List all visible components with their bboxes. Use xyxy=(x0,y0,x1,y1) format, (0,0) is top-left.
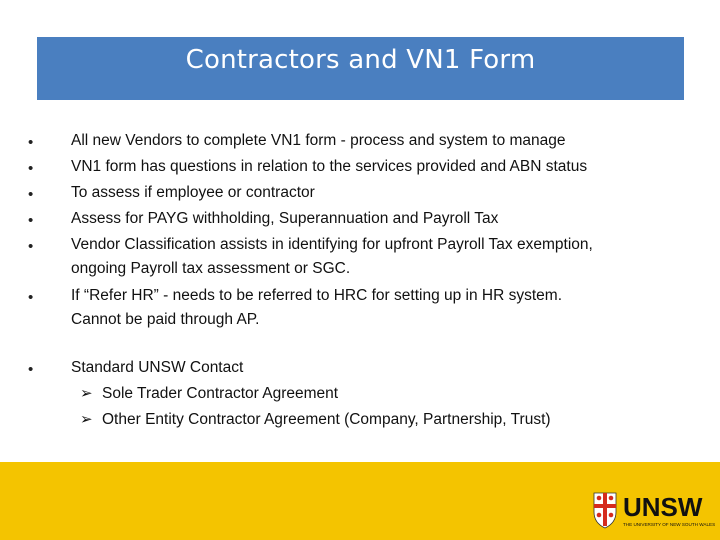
bullet-text: To assess if employee or contractor xyxy=(71,184,315,201)
bullet-text: Standard UNSW Contact xyxy=(71,359,244,376)
bullet-dot: • xyxy=(28,212,34,229)
bullet-text: VN1 form has questions in relation to the services provided and ABN status xyxy=(71,158,588,175)
bullet-dot: • xyxy=(28,361,34,378)
crest-icon xyxy=(594,493,616,528)
arrow-icon: ➢ xyxy=(80,385,93,402)
bullet-dot: • xyxy=(28,134,34,151)
sub-item-text: Sole Trader Contractor Agreement xyxy=(102,385,339,402)
bullet-text: All new Vendors to complete VN1 form - process and system to manage xyxy=(71,132,566,149)
bullet-text: Vendor Classification assists in identifying for upfront Payroll Tax exemption, xyxy=(71,236,593,253)
arrow-icon: ➢ xyxy=(80,411,93,428)
sub-item-text: Other Entity Contractor Agreement (Company, Partnership, Trust) xyxy=(102,411,551,428)
bullet-text-continued: ongoing Payroll tax assessment or SGC. xyxy=(71,260,351,277)
unsw-logo xyxy=(592,490,716,530)
bullet-text: Assess for PAYG withholding, Superannuation and Payroll Tax xyxy=(71,210,499,227)
logo-subtext: THE UNIVERSITY OF NEW SOUTH WALES xyxy=(623,522,716,527)
logo-wordmark: UNSW xyxy=(623,492,703,522)
bullet-dot: • xyxy=(28,160,34,177)
bullet-dot: • xyxy=(28,186,34,203)
bullet-dot: • xyxy=(28,238,34,255)
bullet-text-continued: Cannot be paid through AP. xyxy=(71,311,260,328)
bullet-dot: • xyxy=(28,289,34,306)
bullet-text: If “Refer HR” - needs to be referred to HRC for setting up in HR system. xyxy=(71,287,563,304)
slide-title: Contractors and VN1 Form xyxy=(185,45,536,75)
title-banner xyxy=(37,37,684,100)
